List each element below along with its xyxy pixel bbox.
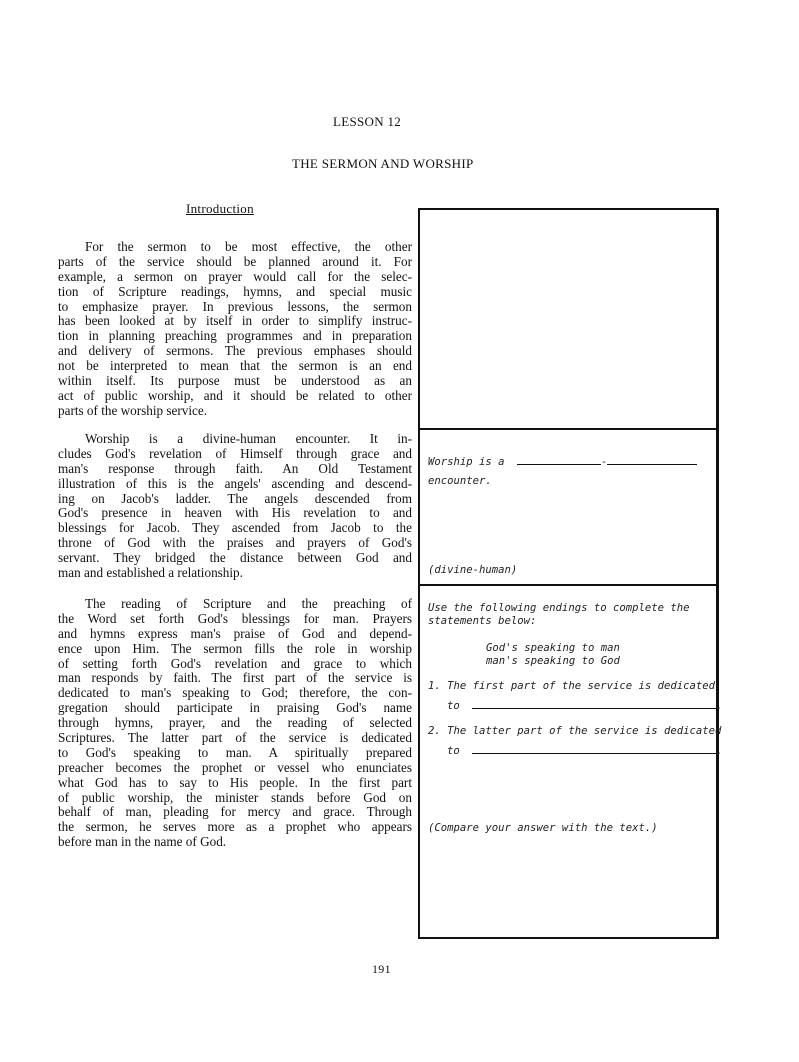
paragraph-line: illustration of this is the angels' ascending and descend-	[58, 475, 412, 491]
question-1-answer: (divine-human)	[428, 564, 518, 576]
paragraph-line: servant. They bridged the distance between God and	[58, 550, 412, 566]
paragraph-line: within itself. Its purpose must be understood as an	[58, 373, 412, 389]
paragraph-line: the Word set forth God's blessings for man. Prayers	[58, 610, 412, 626]
answer-blank[interactable]	[517, 455, 601, 465]
paragraph-line: throne of God with the praises and prayers of God's	[58, 535, 412, 551]
period: .	[716, 700, 723, 712]
frame-divider	[420, 584, 716, 586]
option-1: God's speaking to man	[486, 642, 620, 654]
frame-divider	[420, 428, 716, 430]
page-title: THE SERMON AND WORSHIP	[292, 156, 474, 171]
paragraph-line: man responds by faith. The first part of the service is	[58, 670, 412, 686]
question-1-suffix: encounter.	[428, 475, 492, 487]
paragraph-2	[58, 432, 412, 581]
paragraph-line: behalf of man, pleading for mercy and grace. Through	[58, 804, 412, 820]
to-label: to	[447, 700, 460, 712]
item-1: 1. The first part of the service is dedicated	[428, 680, 716, 692]
paragraph-line: tion of Scripture readings, hymns, and special music	[58, 283, 412, 299]
item-2: 2. The latter part of the service is dedicated	[428, 725, 722, 737]
answer-blank[interactable]	[472, 699, 716, 709]
paragraph-line: the sermon, he serves more as a prophet who appears	[58, 819, 412, 835]
answer-blank[interactable]	[472, 744, 716, 754]
paragraph-line: parts of the worship service.	[58, 402, 208, 418]
paragraph-line: ing on Jacob's ladder. The angels descended from	[58, 490, 412, 506]
instructions-line-1: Use the following endings to complete the	[428, 602, 690, 614]
paragraph-line: not be interpreted to mean that the sermon is an end	[58, 358, 412, 374]
paragraph-line: what God has to say to His people. In the first part	[58, 774, 412, 790]
paragraph-line: cludes God's revelation of Himself through grace and	[58, 445, 412, 461]
instructions-line-2: statements below:	[428, 615, 537, 627]
paragraph-line: Worship is a divine-human encounter. It in-	[85, 431, 412, 446]
paragraph-line: example, a sermon on prayer would call for the selec-	[58, 268, 412, 284]
paragraph-line: parts of the service should be planned around it. For	[58, 253, 412, 269]
paragraph-line: to emphasize prayer. In previous lessons, the sermon	[58, 298, 412, 314]
period: .	[716, 745, 723, 757]
paragraph-line: through hymns, prayer, and the reading of selected	[58, 715, 412, 731]
paragraph-line: God's presence in heaven with His revelation to and	[58, 505, 412, 521]
paragraph-line: blessings for Jacob. They ascended from Jacob to the	[58, 520, 412, 536]
item-1-answer-line	[447, 699, 723, 712]
paragraph-line: For the sermon to be most effective, the other	[85, 239, 412, 254]
section-heading: Introduction	[186, 201, 254, 216]
paragraph-line: tion in planning preaching programmes and in preparation	[58, 328, 412, 344]
paragraph-line: ence upon Him. The sermon fills the role in worship	[58, 640, 412, 656]
lesson-label: LESSON 12	[333, 114, 402, 129]
paragraph-3	[58, 597, 412, 850]
paragraph-line: The reading of Scripture and the preaching of	[85, 596, 412, 611]
option-2: man's speaking to God	[486, 655, 620, 667]
paragraph-line: of setting forth God's revelation and grace to which	[58, 655, 412, 671]
paragraph-line: man and established a relationship.	[58, 565, 243, 581]
paragraph-line: before man in the name of God.	[58, 834, 227, 850]
compare-note: (Compare your answer with the text.)	[428, 822, 658, 834]
paragraph-line: to God's speaking to man. A spiritually prepared	[58, 744, 412, 760]
paragraph-line: act of public worship, and it should be related to other	[58, 387, 412, 403]
dash: -	[600, 456, 608, 468]
question-1	[428, 455, 697, 468]
page-number: 191	[372, 962, 391, 976]
paragraph-line: man's response through faith. An Old Testament	[58, 460, 412, 476]
paragraph-line: has been looked at by itself in order to simplify instruc-	[58, 313, 412, 329]
paragraph-line: Scriptures. The latter part of the service is dedicated	[58, 730, 412, 746]
paragraph-1	[58, 240, 412, 419]
paragraph-line: preacher becomes the prophet or vessel who enunciates	[58, 759, 412, 775]
item-2-answer-line	[447, 744, 723, 757]
paragraph-line: gregation should participate in praising God's name	[58, 700, 412, 716]
response-frame	[418, 208, 723, 939]
question-1-text: Worship is a	[428, 456, 505, 468]
paragraph-line: and hymns express man's praise of God and depend-	[58, 625, 412, 641]
paragraph-line: of public worship, the minister stands before God on	[58, 789, 412, 805]
answer-blank[interactable]	[607, 455, 697, 465]
to-label: to	[447, 745, 460, 757]
paragraph-line: dedicated to man's speaking to God; therefore, the con-	[58, 685, 412, 701]
paragraph-line: and delivery of sermons. The previous emphases should	[58, 343, 412, 359]
